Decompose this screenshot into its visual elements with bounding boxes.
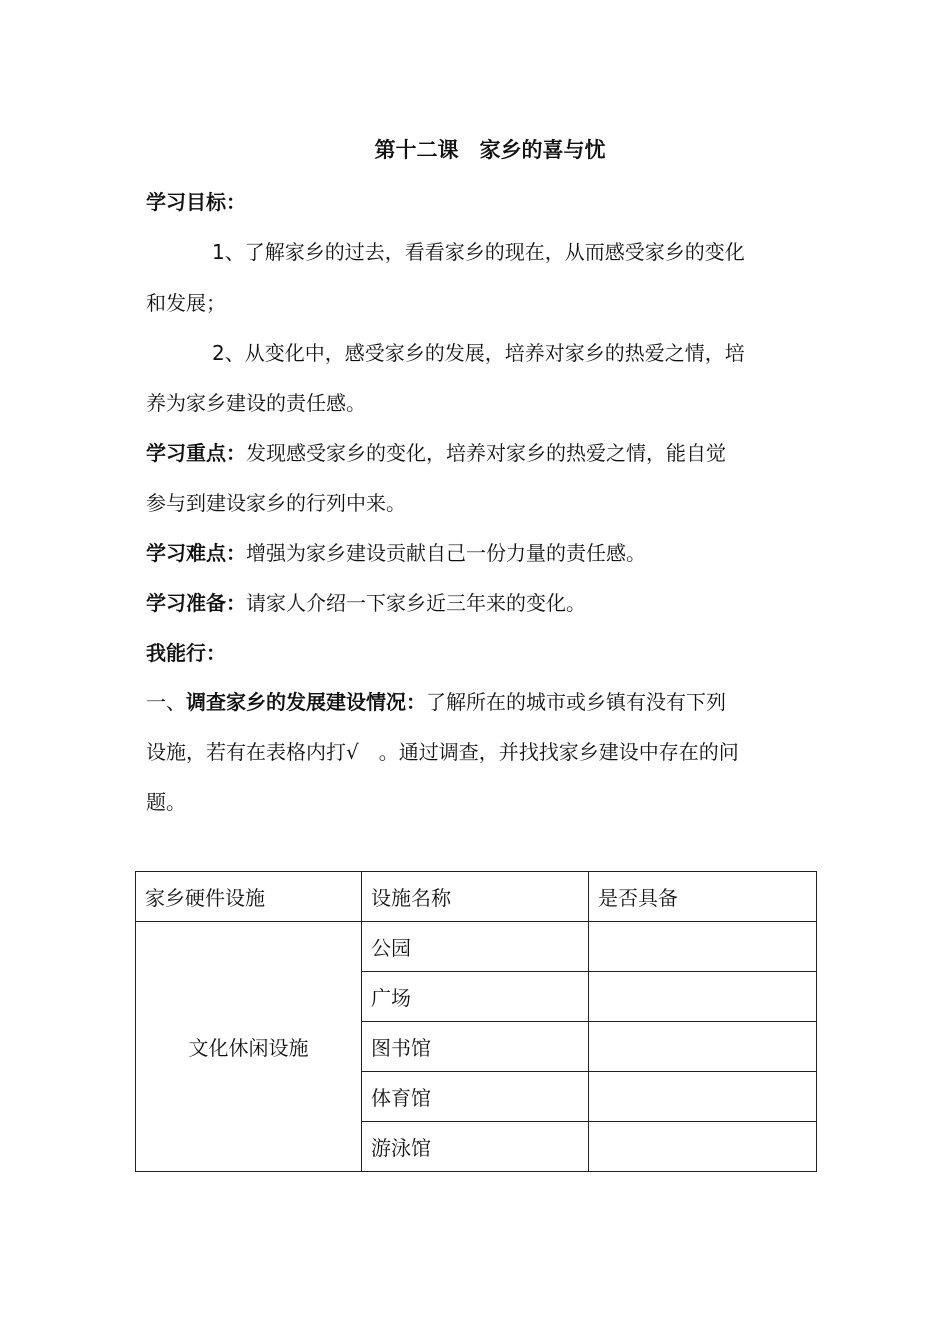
task1-label: 调查家乡的发展建设情况： <box>186 690 426 714</box>
task1-line-1 <box>146 686 826 715</box>
facility-name-cell: 广场 <box>362 972 589 1022</box>
facility-name-cell: 体育馆 <box>362 1072 589 1122</box>
facility-name-cell: 图书馆 <box>362 1022 589 1072</box>
objectives-heading: 学习目标： <box>146 190 246 214</box>
key-points-text: 发现感受家乡的变化，培养对家乡的热爱之情，能自觉 <box>246 441 726 465</box>
objective-2-line-2: 养为家乡建设的责任感。 <box>146 391 366 415</box>
header-cell-category: 家乡硬件设施 <box>136 872 362 922</box>
page-title: 第十二课 家乡的喜与忧 <box>374 138 606 162</box>
table-row <box>136 922 817 972</box>
task1-line-3: 题。 <box>146 790 186 814</box>
i-can-heading: 我能行： <box>146 641 226 665</box>
availability-check-cell[interactable] <box>589 1072 817 1122</box>
key-points-line-1 <box>146 437 826 466</box>
objective-1-line-2: 和发展； <box>146 291 226 315</box>
availability-check-cell[interactable] <box>589 972 817 1022</box>
difficulty-line <box>146 537 826 566</box>
key-points-line-2: 参与到建设家乡的行列中来。 <box>146 491 406 515</box>
header-cell-facility-name: 设施名称 <box>362 872 589 922</box>
objective-2-line-1: 2、从变化中，感受家乡的发展，培养对家乡的热爱之情，培 <box>212 341 745 365</box>
facility-name-cell: 游泳馆 <box>362 1122 589 1172</box>
facility-name-cell: 公园 <box>362 922 589 972</box>
availability-check-cell[interactable] <box>589 922 817 972</box>
table-header-row <box>136 872 817 922</box>
difficulty-label: 学习难点： <box>146 541 246 565</box>
group-label-cell: 文化休闲设施 <box>136 922 362 1172</box>
difficulty-text: 增强为家乡建设贡献自己一份力量的责任感。 <box>246 541 646 565</box>
key-points-label: 学习重点： <box>146 441 246 465</box>
task1-prefix: 一、 <box>146 690 186 714</box>
preparation-text: 请家人介绍一下家乡近三年来的变化。 <box>246 591 586 615</box>
facility-survey-table <box>135 871 817 1172</box>
objective-1-line-1: 1、了解家乡的过去，看看家乡的现在，从而感受家乡的变化 <box>212 240 745 264</box>
task1-text: 了解所在的城市或乡镇有没有下列 <box>426 690 726 714</box>
availability-check-cell[interactable] <box>589 1022 817 1072</box>
task1-line-2: 设施，若有在表格内打√ 。通过调查，并找找家乡建设中存在的问 <box>146 740 739 764</box>
preparation-line <box>146 587 826 616</box>
header-cell-available: 是否具备 <box>589 872 817 922</box>
preparation-label: 学习准备： <box>146 591 246 615</box>
availability-check-cell[interactable] <box>589 1122 817 1172</box>
